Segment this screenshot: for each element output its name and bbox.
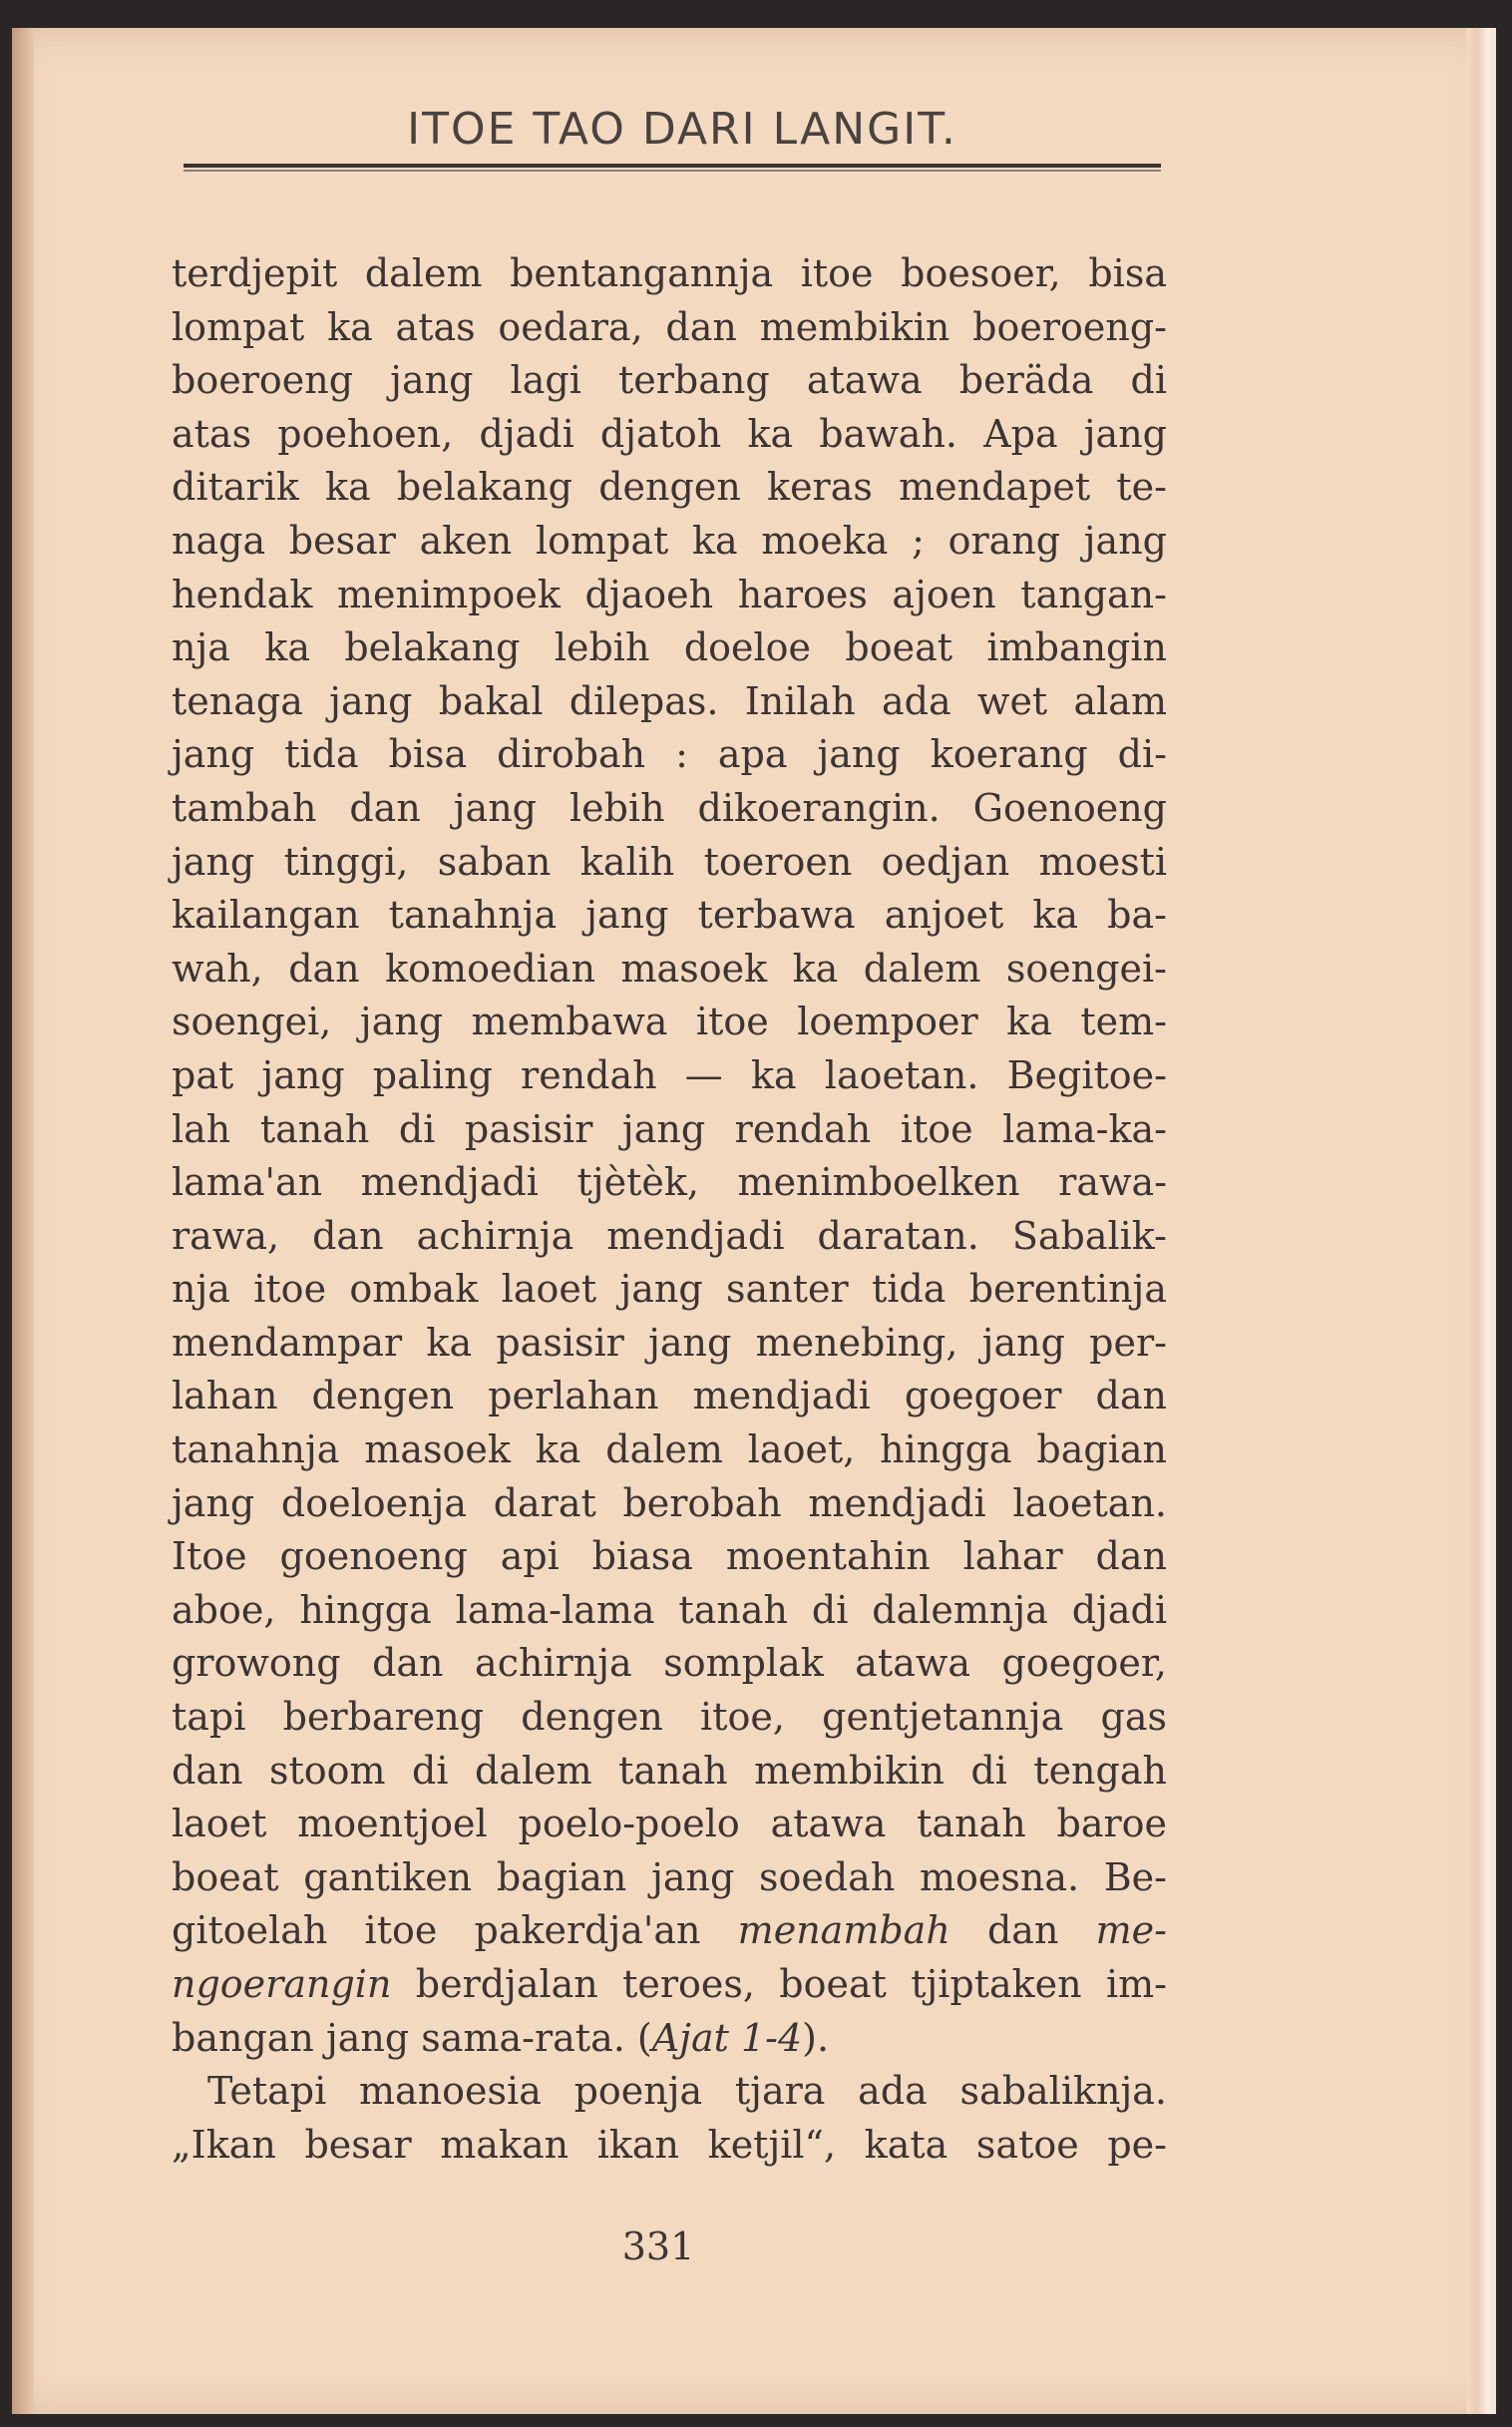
text-line: ditarik ka belakang dengen keras mendapet te- — [172, 465, 1167, 510]
text-line: jang doeloenja darat berobah mendjadi laoetan. — [172, 1480, 1167, 1525]
text-line: dan stoom di dalem tanah membikin di tengah — [172, 1748, 1167, 1793]
text-line: mendampar ka pasisir jang menebing, jang per- — [172, 1320, 1167, 1365]
text-segment: gitoelah itoe pakerdja'an — [172, 1908, 701, 1953]
body-text — [172, 247, 1167, 2172]
verse-reference: Ajat 1-4 — [651, 2015, 803, 2060]
text-line: lompat ka atas oedara, dan membikin boeroeng- — [172, 304, 1167, 349]
page-number: 331 — [621, 2225, 695, 2268]
text-line: laoet moentjoel poelo-poelo atawa tanah baroe — [172, 1802, 1167, 1846]
italic-term: me- — [1095, 1908, 1167, 1953]
text-line: hendak menimpoek djaoeh haroes ajoen tangan- — [172, 572, 1167, 616]
text-segment: dan — [986, 1908, 1059, 1953]
text-line: naga besar aken lompat ka moeka ; orang jang — [172, 518, 1167, 563]
text-line: terdjepit dalem bentangannja itoe boesoer, bisa — [172, 251, 1167, 295]
text-line: wah, dan komoedian masoek ka dalem soengei- — [172, 946, 1167, 991]
text-line: boeat gantiken bagian jang soedah moesna. Be- — [172, 1854, 1167, 1899]
text-line: nja ka belakang lebih doeloe boeat imbangin — [172, 625, 1167, 670]
text-line: tanahnja masoek ka dalem laoet, hingga bagian — [172, 1427, 1167, 1472]
paragraph-1 — [172, 247, 1167, 2065]
text-line: tenaga jang bakal dilepas. Inilah ada wet alam — [172, 678, 1167, 723]
paragraph-2 — [172, 2065, 1167, 2172]
text-line: rawa, dan achirnja mendjadi daratan. Sabalik- — [172, 1213, 1167, 1258]
text-segment: ). — [802, 2015, 830, 2060]
page-header — [184, 102, 1161, 172]
text-line: „Ikan besar makan ikan ketjil“, kata satoe pe- — [172, 2122, 1167, 2167]
text-line: boeroeng jang lagi terbang atawa beräda di — [172, 358, 1167, 403]
italic-term: menambah — [737, 1908, 950, 1953]
text-line-mixed — [172, 1958, 1167, 2012]
text-line: tambah dan jang lebih dikoerangin. Goenoeng — [172, 785, 1167, 830]
text-line: lah tanah di pasisir jang rendah itoe lama-ka- — [172, 1106, 1167, 1151]
text-line: nja itoe ombak laoet jang santer tida berentinja — [172, 1267, 1167, 1312]
text-line: tapi berbareng dengen itoe, gentjetannja gas — [172, 1695, 1167, 1740]
text-line: kailangan tanahnja jang terbawa anjoet ka ba- — [172, 893, 1167, 938]
text-line: soengei, jang membawa itoe loempoer ka tem- — [172, 1000, 1167, 1044]
text-line: pat jang paling rendah — ka laoetan. Begitoe- — [172, 1052, 1167, 1097]
text-line: aboe, hingga lama-lama tanah di dalemnja djadi — [172, 1587, 1167, 1632]
text-line: lahan dengen perlahan mendjadi goegoer dan — [172, 1374, 1167, 1418]
italic-term: ngoerangin — [172, 1962, 392, 2006]
text-segment: berdjalan teroes, boeat tjiptaken im- — [415, 1962, 1167, 2006]
page-spine-shadow — [12, 28, 34, 2414]
running-head: ITOE TAO DARI LANGIT. — [407, 104, 957, 155]
text-line: atas poehoen, djadi djatoh ka bawah. Apa jang — [172, 411, 1167, 456]
page-edge — [1466, 28, 1496, 2414]
text-line: Tetapi manoesia poenja tjara ada sabaliknja. — [207, 2069, 1167, 2114]
text-segment: bangan jang sama-rata. ( — [172, 2015, 652, 2060]
text-line-mixed — [172, 2012, 1167, 2066]
text-line: jang tida bisa dirobah : apa jang koerang di- — [172, 732, 1167, 777]
text-line: jang tinggi, saban kalih toeroen oedjan moesti — [172, 839, 1167, 884]
text-line: growong dan achirnja somplak atawa goegoer, — [172, 1641, 1167, 1686]
text-line-mixed — [172, 1904, 1167, 1958]
header-rule — [184, 164, 1161, 172]
text-line: lama'an mendjadi tjètèk, menimboelken rawa- — [172, 1160, 1167, 1205]
text-line: Itoe goenoeng api biasa moentahin lahar dan — [172, 1534, 1167, 1579]
